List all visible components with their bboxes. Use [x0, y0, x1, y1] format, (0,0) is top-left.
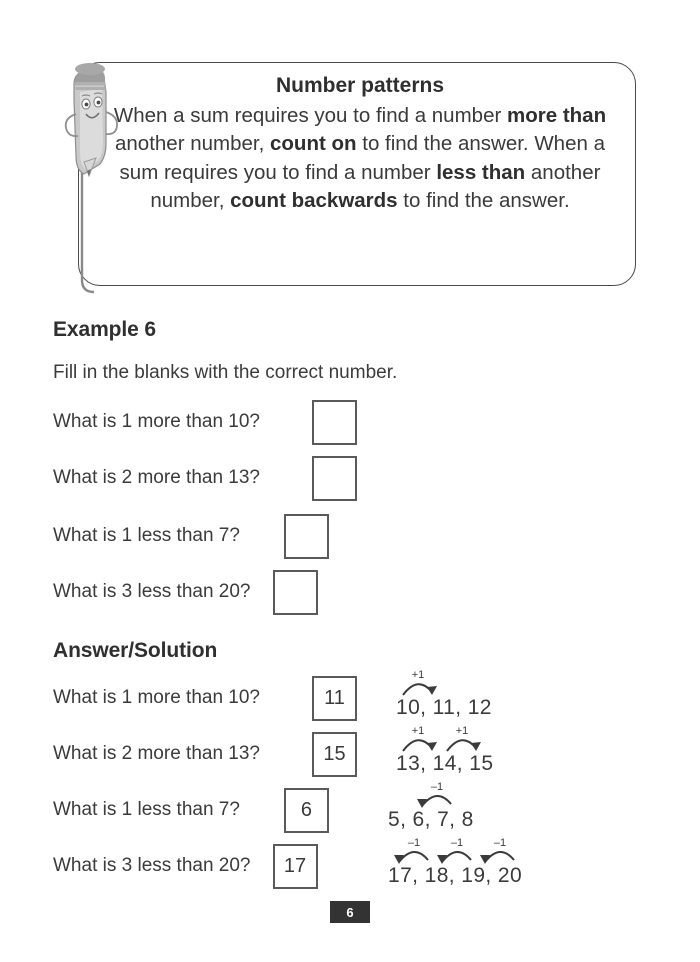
- example-instruction: Fill in the blanks with the correct number.: [53, 362, 398, 383]
- question-text-1: What is 1 more than 10?: [53, 411, 260, 432]
- question-text-3: What is 1 less than 7?: [53, 525, 240, 546]
- arrow-label-4c: –1: [493, 837, 507, 849]
- number-sequence-diagram-3: [388, 780, 518, 832]
- callout-text: [96, 72, 624, 216]
- answer-input-box-4[interactable]: [273, 570, 318, 615]
- arrow-label-1: +1: [411, 669, 425, 681]
- solution-row-3: [53, 784, 329, 836]
- callout-line2-bold1: less than: [436, 160, 526, 184]
- arrow-label-4a: –1: [407, 837, 421, 849]
- callout-line1-bold1: more than: [507, 103, 607, 127]
- count-on-arrow-icon-2: [396, 724, 526, 754]
- callout-line2-part2: another number,: [150, 160, 601, 213]
- count-back-arrow-icon-3: [388, 780, 518, 810]
- solution-answer-box-2: 15: [312, 732, 357, 777]
- callout-line1-bold2: count on: [270, 132, 357, 156]
- sequence-numbers-1: 10, 11, 12: [396, 696, 492, 719]
- solution-row-2: [53, 728, 357, 780]
- answer-input-box-2[interactable]: [312, 456, 357, 501]
- arrow-label-4b: –1: [450, 837, 464, 849]
- count-on-arrow-icon-1: [396, 668, 516, 698]
- callout-line1-part3: to find the answer.: [356, 132, 529, 156]
- solution-heading: Answer/Solution: [53, 639, 218, 662]
- solution-question-text-3: What is 1 less than 7?: [53, 799, 240, 820]
- callout-line1-part2: another number,: [115, 132, 270, 156]
- solution-answer-box-3: 6: [284, 788, 329, 833]
- solution-question-text-4: What is 3 less than 20?: [53, 855, 251, 876]
- example-heading: Example 6: [53, 318, 156, 341]
- sequence-numbers-2: 13, 14, 15: [396, 752, 494, 775]
- solution-row-4: [53, 840, 318, 892]
- callout-line2-bold2: count backwards: [230, 189, 398, 213]
- solution-answer-box-4: 17: [273, 844, 318, 889]
- count-back-arrow-icon-4: [388, 836, 538, 866]
- question-row-4: [53, 566, 318, 618]
- answer-input-box-1[interactable]: [312, 400, 357, 445]
- sequence-numbers-4: 17, 18, 19, 20: [388, 864, 523, 887]
- callout-line2-part3: to find the answer.: [397, 189, 570, 213]
- solution-question-text-2: What is 2 more than 13?: [53, 743, 260, 764]
- number-sequence-diagram-2: [396, 724, 526, 776]
- page-number-badge: 6: [330, 901, 370, 923]
- number-sequence-diagram-4: [388, 836, 538, 888]
- solution-question-text-1: What is 1 more than 10?: [53, 687, 260, 708]
- callout-line1-part1: When a sum requires you to find a number: [113, 103, 507, 127]
- question-text-2: What is 2 more than 13?: [53, 467, 260, 488]
- sequence-numbers-3: 5, 6, 7, 8: [388, 808, 474, 831]
- arrow-label-3: –1: [430, 781, 444, 793]
- solution-answer-box-1: 11: [312, 676, 357, 721]
- arrow-label-2a: +1: [411, 725, 425, 737]
- question-row-3: [53, 510, 329, 562]
- callout-line2-part1: When a sum requires you to find a number: [119, 132, 605, 184]
- question-row-1: [53, 396, 357, 448]
- question-row-2: [53, 452, 357, 504]
- callout-tip-panel: [0, 0, 700, 300]
- question-text-4: What is 3 less than 20?: [53, 581, 251, 602]
- number-sequence-diagram-1: [396, 668, 516, 720]
- callout-title: Number patterns: [275, 74, 445, 97]
- answer-input-box-3[interactable]: [284, 514, 329, 559]
- solution-row-1: [53, 672, 357, 724]
- arrow-label-2b: +1: [455, 725, 469, 737]
